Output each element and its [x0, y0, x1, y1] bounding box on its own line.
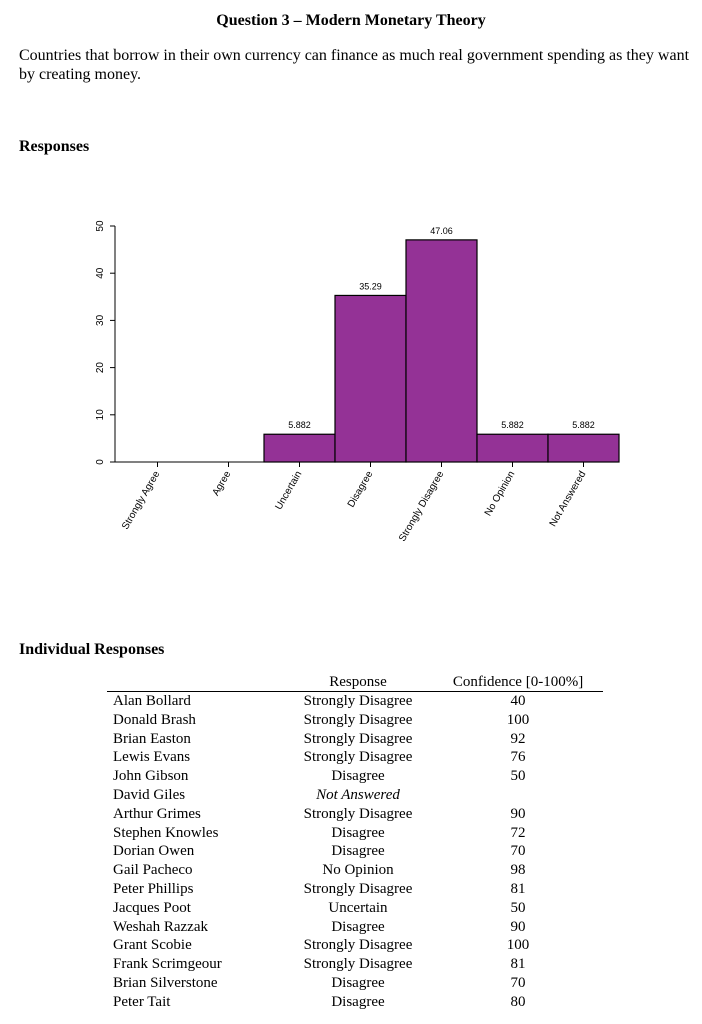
bar-data-label: 47.06: [430, 225, 453, 236]
bar: [335, 295, 406, 462]
respondent-response: Strongly Disagree: [303, 956, 413, 973]
table-row: [107, 711, 603, 730]
table-row: [107, 730, 603, 749]
bar-data-label: 5.882: [501, 420, 524, 431]
responses-heading: Responses: [19, 138, 90, 155]
respondent-response: Strongly Disagree: [303, 749, 413, 766]
table-body: [107, 692, 603, 1012]
respondent-response: Disagree: [331, 993, 385, 1010]
respondent-response: Disagree: [331, 768, 385, 785]
respondent-response: Disagree: [331, 918, 385, 935]
table-row: [107, 767, 603, 786]
respondent-name: Grant Scobie: [113, 937, 192, 954]
respondent-response: No Opinion: [322, 862, 394, 879]
respondent-name: Jacques Poot: [113, 899, 191, 916]
respondent-name: Lewis Evans: [113, 749, 191, 766]
x-category-label: Strongly Disagree: [397, 469, 447, 544]
individual-responses-table-wrap: [107, 673, 603, 1012]
question-statement: Countries that borrow in their own currency can finance as much real government spending as they want by creating money.: [19, 47, 690, 83]
y-tick-label: 20: [95, 362, 106, 374]
respondent-confidence: 100: [506, 711, 530, 728]
bar-data-label: 5.882: [572, 420, 595, 431]
respondent-name: Alan Bollard: [113, 693, 191, 709]
bar-data-label: 5.882: [288, 420, 311, 431]
table-row: [107, 805, 603, 824]
respondent-response: Uncertain: [328, 899, 388, 916]
respondent-name: Gail Pacheco: [113, 862, 193, 879]
table-row: [107, 748, 603, 767]
respondent-name: Weshah Razzak: [113, 918, 208, 935]
respondent-name: Brian Silverstone: [113, 974, 218, 991]
bar-data-label: 35.29: [359, 281, 382, 292]
table-header-row: [107, 673, 603, 692]
y-tick-label: 30: [95, 314, 106, 326]
x-category-label: No Opinion: [482, 469, 518, 519]
bar: [477, 434, 548, 462]
x-category-label: Not Answered: [547, 469, 589, 529]
respondent-name: David Giles: [113, 786, 186, 803]
respondent-confidence: 76: [510, 749, 526, 766]
respondent-confidence: 80: [510, 993, 526, 1010]
table-row: [107, 824, 603, 843]
respondent-response: Disagree: [331, 974, 385, 991]
y-tick-label: 0: [95, 459, 106, 465]
respondent-name: Dorian Owen: [113, 843, 195, 860]
respondent-confidence: 81: [510, 880, 526, 897]
header-response: Response: [283, 673, 433, 692]
respondent-name: John Gibson: [113, 768, 189, 785]
respondent-response: Disagree: [331, 824, 385, 841]
x-category-label: Strongly Agree: [120, 469, 163, 532]
respondent-name: Brian Easton: [113, 730, 191, 747]
respondent-confidence: 100: [506, 937, 530, 954]
table-row: [107, 842, 603, 861]
header-confidence: Confidence [0-100%]: [433, 673, 603, 692]
bar: [264, 434, 335, 462]
respondent-response: Strongly Disagree: [303, 711, 413, 728]
table-row: [107, 880, 603, 899]
respondent-confidence: 70: [510, 843, 526, 860]
respondent-response: Strongly Disagree: [303, 880, 413, 897]
table-row: [107, 861, 603, 880]
respondent-name: Frank Scrimgeour: [113, 956, 222, 973]
respondent-response: Strongly Disagree: [303, 730, 413, 747]
table-row: [107, 786, 603, 805]
respondent-confidence: 70: [510, 974, 526, 991]
table-row: [107, 936, 603, 955]
respondent-response: Not Answered: [316, 786, 400, 803]
responses-bar-chart: [70, 205, 630, 565]
y-tick-label: 10: [95, 409, 106, 421]
respondent-confidence: 72: [510, 824, 526, 841]
table-row: [107, 692, 603, 711]
x-category-label: Uncertain: [273, 469, 305, 512]
respondent-response: Strongly Disagree: [303, 693, 413, 709]
respondent-name: Stephen Knowles: [113, 824, 219, 841]
y-tick-label: 50: [95, 220, 106, 232]
table-row: [107, 899, 603, 918]
respondent-response: Disagree: [331, 843, 385, 860]
respondent-response: Strongly Disagree: [303, 805, 413, 822]
respondent-confidence: 92: [510, 730, 526, 747]
bar: [548, 434, 619, 462]
respondent-confidence: 98: [510, 862, 526, 879]
respondent-confidence: 40: [510, 693, 526, 709]
respondent-confidence: [433, 786, 603, 805]
respondent-name: Donald Brash: [113, 711, 196, 728]
respondent-confidence: 81: [510, 956, 526, 973]
respondent-name: Peter Tait: [113, 993, 171, 1010]
table-row: [107, 918, 603, 937]
respondent-confidence: 90: [510, 805, 526, 822]
page-title: Question 3 – Modern Monetary Theory: [216, 12, 486, 29]
x-category-label: Disagree: [345, 469, 376, 510]
individual-responses-table: [107, 673, 603, 1012]
respondent-response: Strongly Disagree: [303, 937, 413, 954]
individual-responses-heading: Individual Responses: [19, 641, 165, 658]
respondent-confidence: 90: [510, 918, 526, 935]
table-row: [107, 955, 603, 974]
y-tick-label: 40: [95, 267, 106, 279]
x-category-label: Agree: [210, 469, 234, 498]
respondent-confidence: 50: [510, 768, 526, 785]
respondent-confidence: 50: [510, 899, 526, 916]
respondent-name: Arthur Grimes: [113, 805, 201, 822]
respondent-name: Peter Phillips: [113, 880, 194, 897]
bar: [406, 240, 477, 462]
header-name: [107, 673, 283, 692]
table-row: [107, 993, 603, 1012]
table-row: [107, 974, 603, 993]
